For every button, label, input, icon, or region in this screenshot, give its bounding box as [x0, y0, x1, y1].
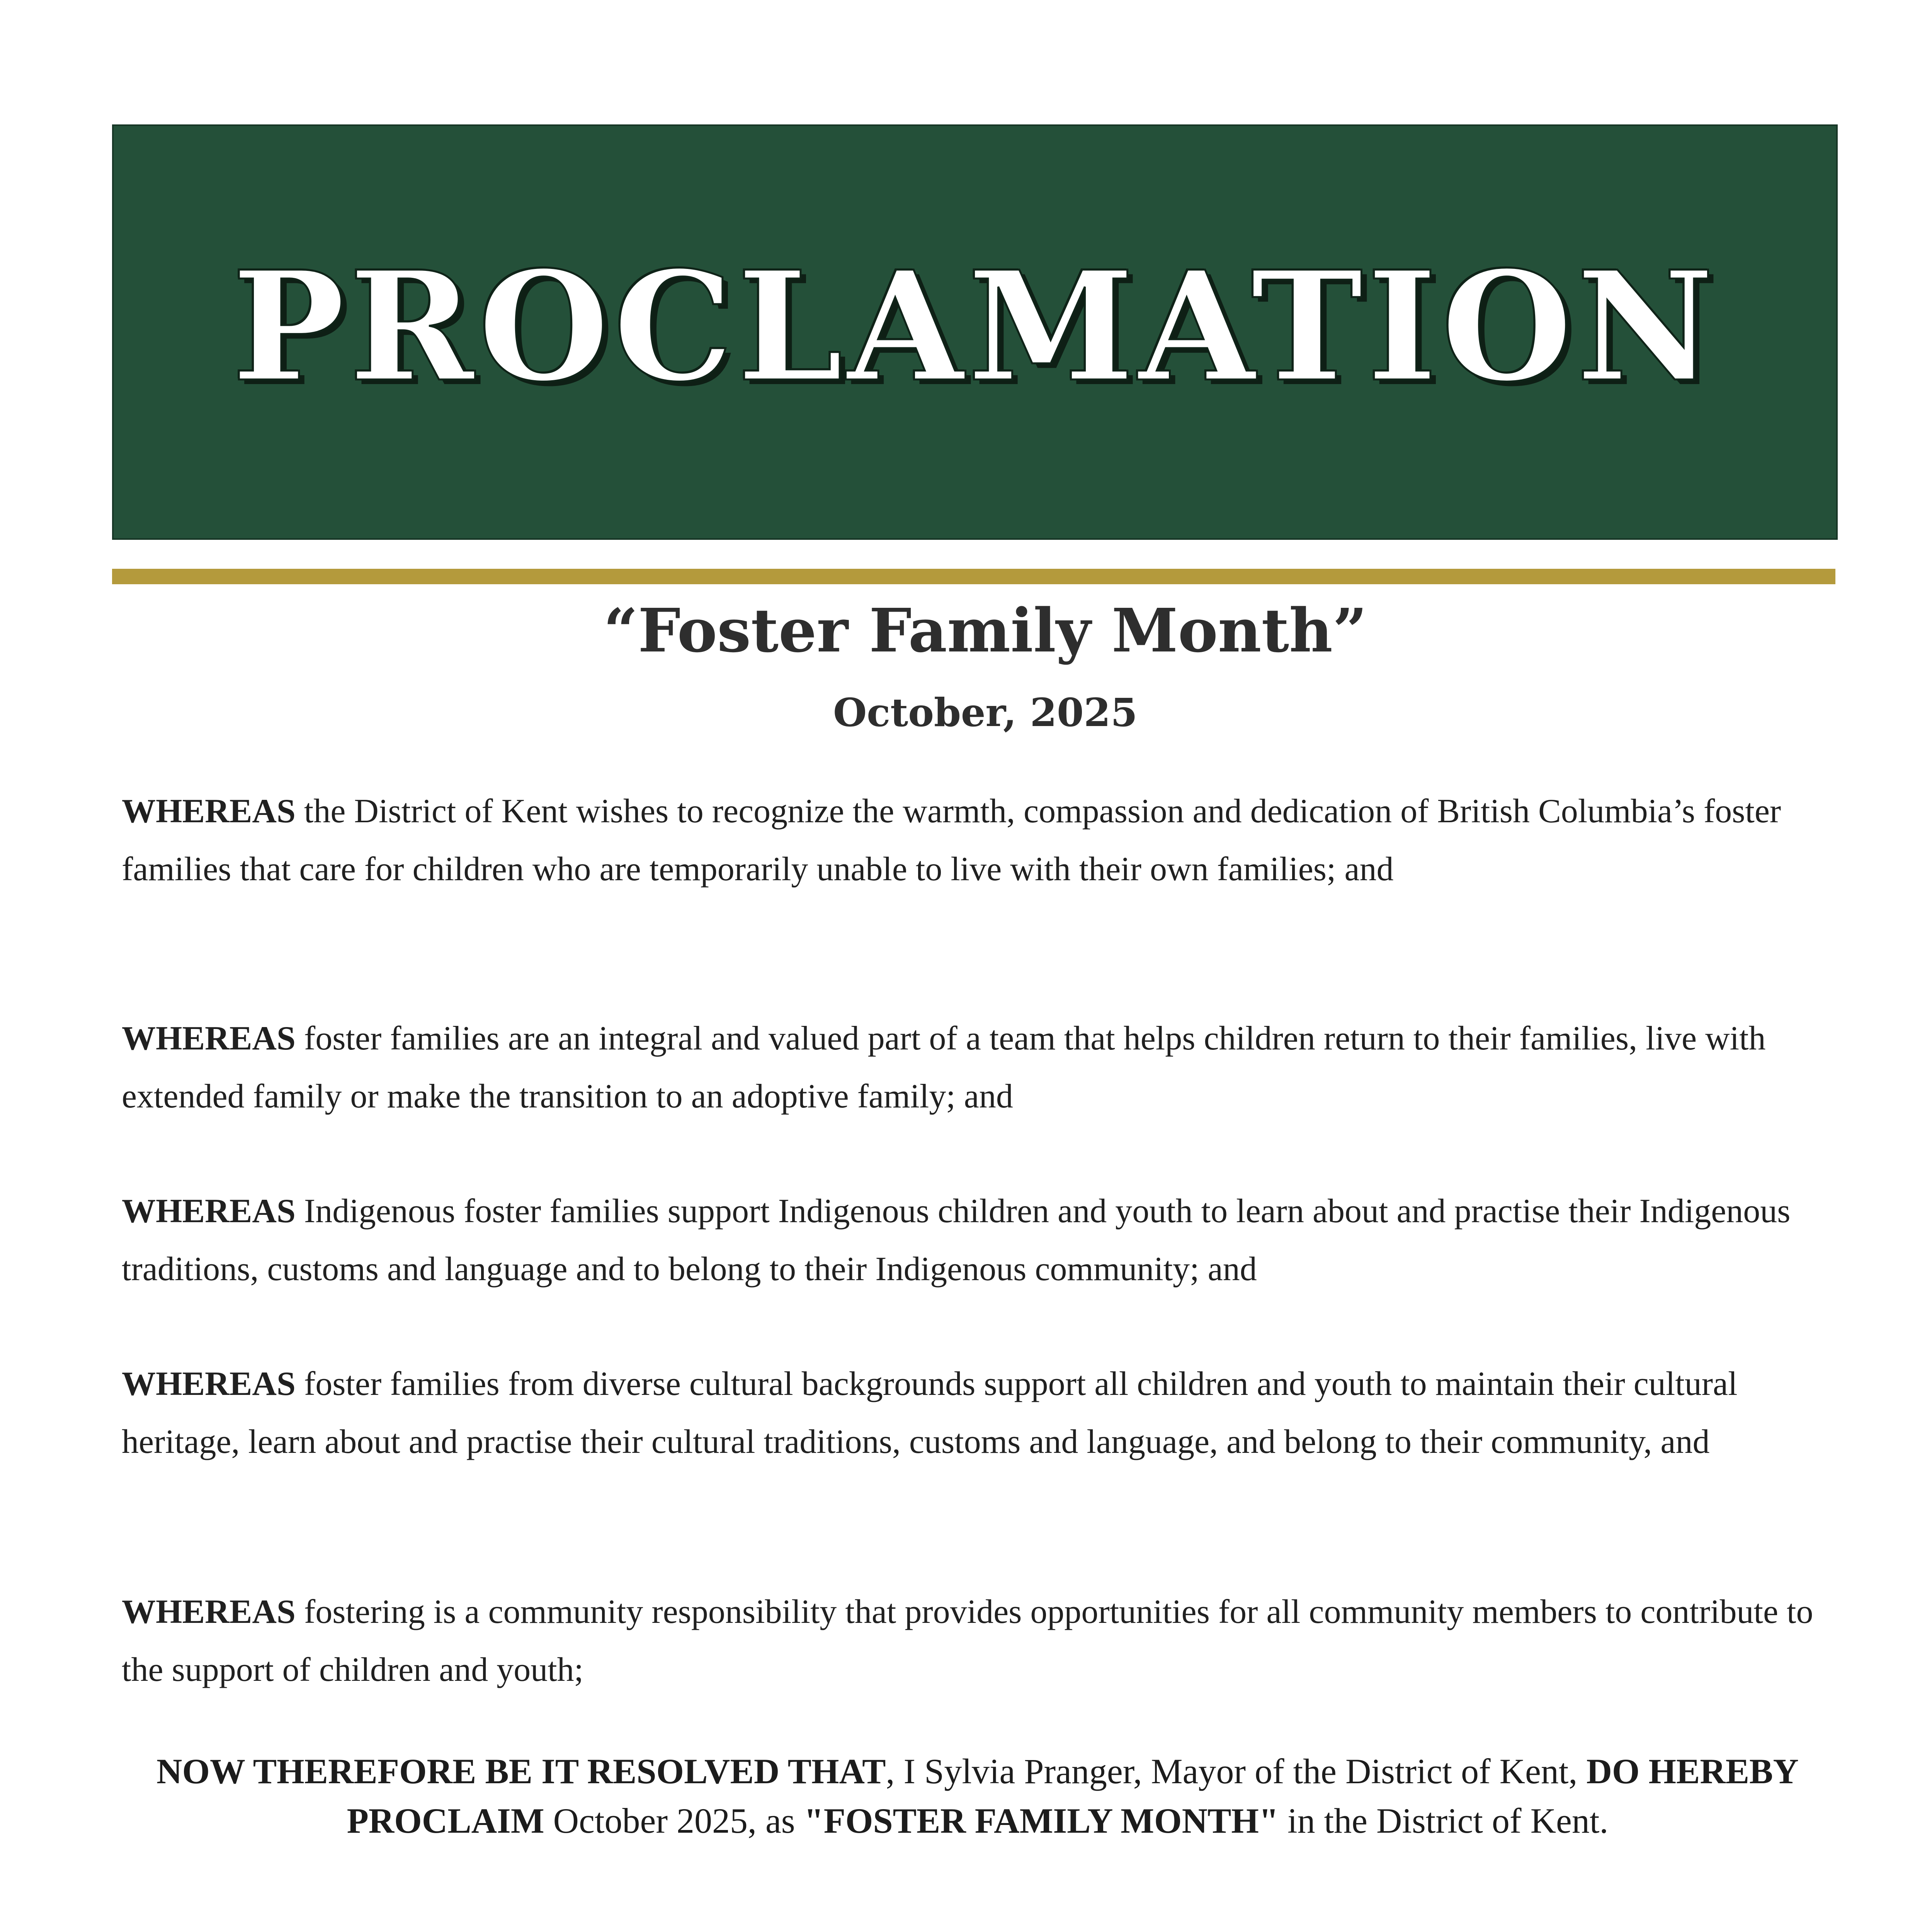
resolution-paragraph — [128, 1747, 1828, 1845]
whereas-lead: WHEREAS — [122, 1365, 296, 1403]
whereas-text: the District of Kent wishes to recognize the warmth, compassion and dedication of British Columbia’s foster families that care for children who are temporarily unable to live with their own families; and — [122, 793, 1781, 888]
banner-title: PROCLAMATION — [231, 238, 1718, 415]
whereas-lead: WHEREAS — [122, 1020, 296, 1057]
resolution-text: in the District of Kent. — [1279, 1801, 1609, 1840]
whereas-lead: WHEREAS — [122, 793, 296, 830]
resolution-text: October 2025, as — [544, 1801, 804, 1840]
whereas-text: Indigenous foster families support Indigenous children and youth to learn about and practise their Indigenous traditions, customs and language and to belong to their Indigenous community; and — [122, 1192, 1791, 1288]
whereas-paragraph — [122, 1355, 1837, 1471]
whereas-paragraph — [122, 1182, 1837, 1298]
whereas-paragraph — [122, 1010, 1837, 1126]
resolution-lead: NOW THEREFORE BE IT RESOLVED THAT — [156, 1752, 886, 1791]
whereas-text: fostering is a community responsibility that provides opportunities for all community members to contribute to the support of children and youth; — [122, 1593, 1813, 1689]
resolution-proclaim: DO HEREBY PROCLAIM — [347, 1752, 1799, 1840]
gold-divider-top — [112, 569, 1835, 584]
whereas-lead: WHEREAS — [122, 1192, 296, 1230]
whereas-text: foster families are an integral and valued part of a team that helps children return to their families, live with extended family or make the transition to an adoptive family; and — [122, 1020, 1766, 1115]
whereas-text: foster families from diverse cultural backgrounds support all children and youth to maintain their cultural heritage, learn about and practise their cultural traditions, customs and language, and belong to their community, and — [122, 1365, 1738, 1461]
proclamation-banner — [112, 124, 1838, 540]
resolution-month-name: "FOSTER FAMILY MONTH" — [804, 1801, 1279, 1840]
proclamation-title: “Foster Family Month” — [603, 595, 1367, 666]
resolution-text: , I Sylvia Pranger, Mayor of the District of Kent, — [886, 1752, 1587, 1791]
whereas-paragraph — [122, 782, 1837, 898]
whereas-lead: WHEREAS — [122, 1593, 296, 1631]
proclamation-date: October, 2025 — [833, 690, 1138, 735]
whereas-paragraph — [122, 1583, 1837, 1699]
